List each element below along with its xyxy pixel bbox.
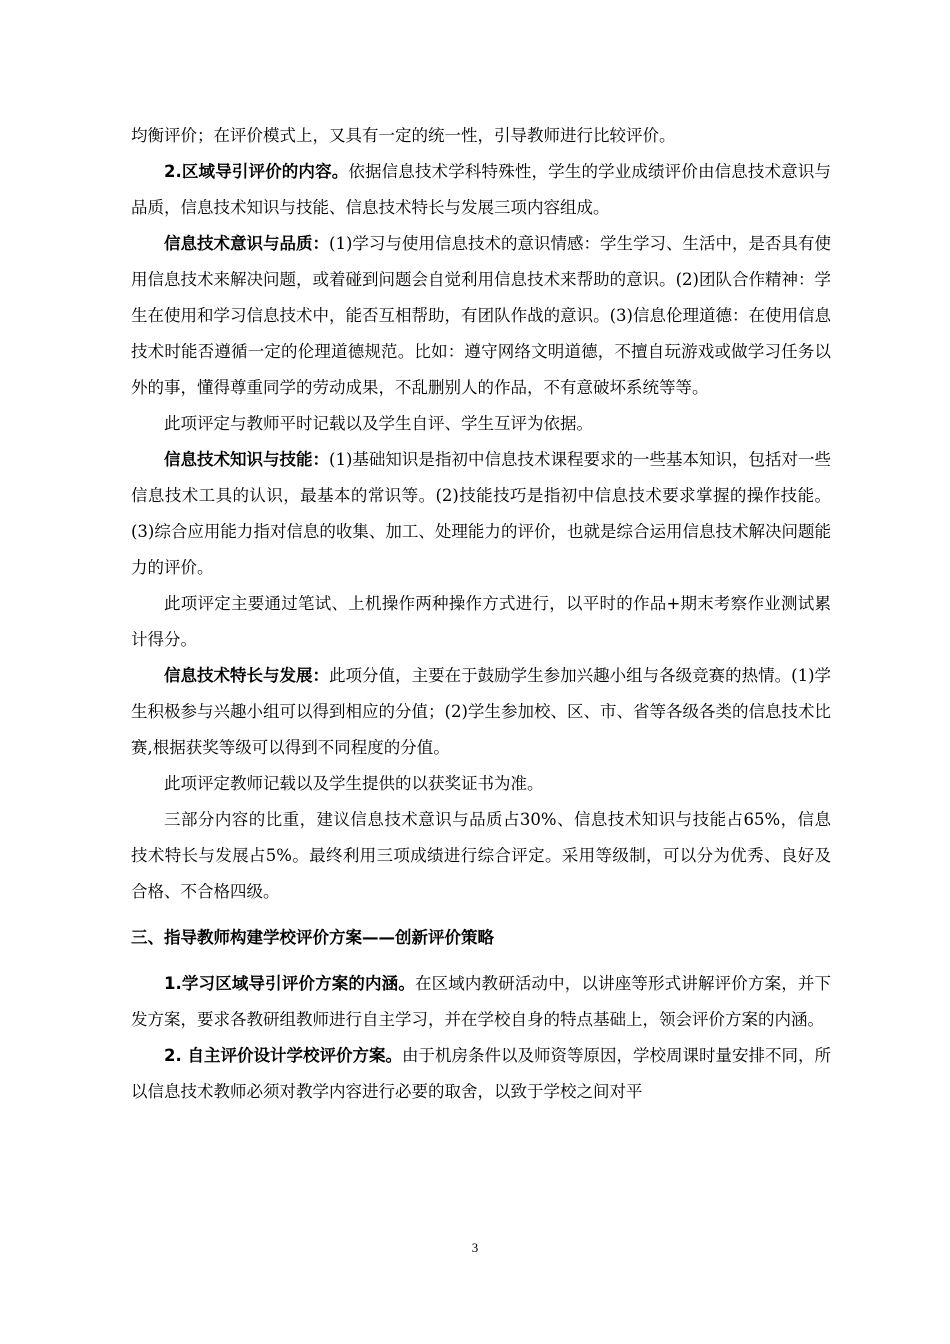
paragraph-text: 此项评定教师记载以及学生提供的以获奖证书为准。	[164, 774, 544, 793]
paragraph	[131, 802, 831, 910]
paragraph-lead: 信息技术知识与技能：	[164, 450, 330, 469]
body-text	[131, 118, 831, 1110]
paragraph	[131, 118, 831, 154]
paragraph	[131, 658, 831, 766]
page-number: 3	[471, 1240, 479, 1255]
paragraph-lead: 信息技术意识与品质：	[164, 234, 330, 253]
paragraph	[131, 442, 831, 586]
paragraph-text: 三部分内容的比重，建议信息技术意识与品质占30%、信息技术知识与技能占65%，信息技术特长与发展占5%。最终利用三项成绩进行综合评定。采用等级制，可以分为优秀、良好及合格、不合格四级。	[131, 810, 831, 901]
paragraph-text: 此项分值，主要在于鼓励学生参加兴趣小组与各级竞赛的热情。(1)学生积极参与兴趣小组可以得到相应的分值；(2)学生参加校、区、市、省等各级各类的信息技术比赛,根据获奖等级可以得到不同程度的分值。	[131, 666, 832, 757]
paragraph-text: 在区域内教研活动中，以讲座等形式讲解评价方案，并下发方案，要求各教研组教师进行自主学习，并在学校自身的特点基础上，领会评价方案的内涵。	[131, 974, 832, 1029]
paragraph-text: (1)基础知识是指初中信息技术课程要求的一些基本知识，包括对一些信息技术工具的认识，最基本的常识等。(2)技能技巧是指初中信息技术要求掌握的操作技能。(3)综合应用能力指对信息的收集、加工、处理能力的评价，也就是综合运用信息技术解决问题能力的评价。	[131, 450, 832, 577]
paragraph	[131, 406, 831, 442]
paragraph-lead: 2. 自主评价设计学校评价方案。	[164, 1046, 402, 1065]
paragraph-text: 此项评定主要通过笔试、上机操作两种操作方式进行，以平时的作品+期末考察作业测试累计得分。	[131, 594, 831, 649]
paragraph	[131, 226, 831, 406]
paragraph-text: 依据信息技术学科特殊性，学生的学业成绩评价由信息技术意识与品质，信息技术知识与技能、信息技术特长与发展三项内容组成。	[131, 162, 832, 217]
paragraph-text: (1)学习与使用信息技术的意识情感：学生学习、生活中，是否具有使用信息技术来解决问题，或着碰到问题会自觉利用信息技术来帮助的意识。(2)团队合作精神：学生在使用和学习信息技术中，能否互相帮助，有团队作战的意识。(3)信息伦理道德：在使用信息技术时能否遵循一定的伦理道德规范。比如：遵守网络文明道德，不擅自玩游戏或做学习任务以外的事，懂得尊重同学的劳动成果，不乱删别人的作品，不有意破坏系统等等。	[131, 234, 832, 397]
paragraph	[131, 154, 831, 226]
paragraph	[131, 766, 831, 802]
paragraph-text: 由于机房条件以及师资等原因，学校周课时量安排不同，所以信息技术教师必须对教学内容进行必要的取舍，以致于学校之间对平	[131, 1046, 831, 1101]
paragraph-lead: 信息技术特长与发展：	[164, 666, 330, 685]
paragraph	[131, 966, 831, 1038]
paragraph	[131, 586, 831, 658]
paragraph-text: 此项评定与教师平时记载以及学生自评、学生互评为依据。	[164, 414, 593, 433]
paragraph-text: 均衡评价；在评价模式上，又具有一定的统一性，引导教师进行比较评价。	[131, 126, 676, 145]
paragraph-lead: 2.区域导引评价的内容。	[164, 162, 349, 181]
section-heading: 三、指导教师构建学校评价方案——创新评价策略	[131, 928, 494, 947]
paragraph-lead: 1.学习区域导引评价方案的内涵。	[164, 974, 415, 993]
paragraph	[131, 1038, 831, 1110]
